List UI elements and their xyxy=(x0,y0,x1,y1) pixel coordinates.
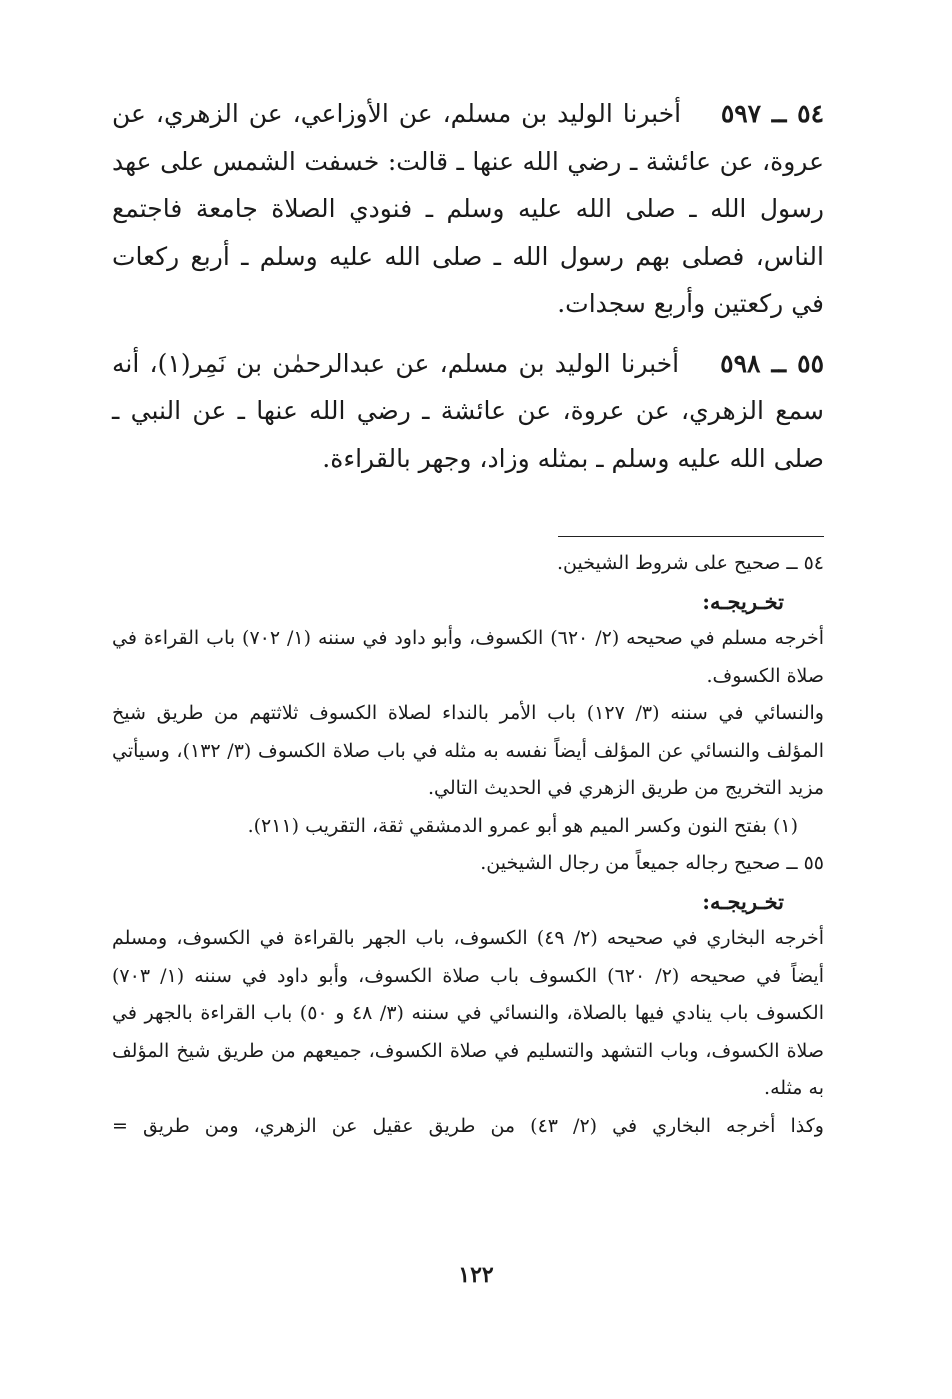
footnotes xyxy=(112,545,824,1145)
hadith-number: ٥٤ ــ ٥٩٧ xyxy=(720,99,825,128)
page-body xyxy=(112,90,824,1145)
note-54-paragraph: والنسائي في سننه (٣/ ١٢٧) باب الأمر بالنداء لصلاة الكسوف ثلاثتهم من طريق شيخ المؤلف والنسائي عن المؤلف أيضاً نفسه به مثله في باب صلاة الكسوف (٣/ ١٣٢)، وسيأتي مزيد التخريج من طريق الزهري في الحديث التالي. xyxy=(112,702,824,799)
note-55-heading: ٥٥ ــ صحيح رجاله جميعاً من رجال الشيخين. xyxy=(480,852,824,874)
note-54-paragraph: أخرجه مسلم في صحيحه (٢/ ٦٢٠) الكسوف، وأبو داود في سننه (١/ ٧٠٢) باب القراءة في صلاة الكسوف. xyxy=(112,627,824,687)
footnote-1: (١) بفتح النون وكسر الميم هو أبو عمرو الدمشقي ثقة، التقريب (٢١١). xyxy=(247,814,798,837)
hadith-text: أخبرنا الوليد بن مسلم، عن الأوزاعي، عن الزهري، عن عروة، عن عائشة ـ رضي الله عنها ـ قالت: خسفت الشمس على عهد رسول الله ـ صلى الله عليه وسلم ـ فنودي الصلاة جامعة فاجتمع الناس، فصلى بهم رسول الله ـ صلى الله عليه وسلم ـ أربع ركعات في ركعتين وأربع سجدات. xyxy=(112,99,824,318)
page-number: ١٢٢ xyxy=(458,1262,494,1288)
note-55-paragraph: أخرجه البخاري في صحيحه (٢/ ٤٩) الكسوف، باب الجهر بالقراءة في الكسوف، ومسلم أيضاً في صحيحه (٢/ ٦٢٠) الكسوف باب صلاة الكسوف، وأبو داود في سننه (١/ ٧٠٣) الكسوف باب ينادي فيها بالصلاة، والنسائي في سننه (٣/ ٤٨ و ٥٠) باب القراءة بالجهر في صلاة الكسوف، وباب التشهد والتسليم في صلاة الكسوف، جميعهم من طريق شيخ المؤلف به مثله. xyxy=(112,927,824,1099)
main-text xyxy=(112,90,824,482)
hadith-number: ٥٥ ــ ٥٩٨ xyxy=(720,348,824,378)
hadith-text: أخبرنا الوليد بن مسلم، عن عبدالرحمٰن بن نَمِر(١)، أنه سمع الزهري، عن عروة، عن عائشة ـ رضي الله عنها ـ عن النبي ـ صلى الله عليه وسلم ـ بمثله وزاد، وجهر بالقراءة. xyxy=(112,348,824,473)
note-55-takhrij-heading: تخـريجـه: xyxy=(702,888,784,914)
hadith-597 xyxy=(112,90,824,328)
note-55-paragraph: وكذا أخرجه البخاري في (٢/ ٤٣) من طريق عقيل عن الزهري، ومن طريق = xyxy=(112,1114,824,1137)
footnote-separator xyxy=(558,536,824,537)
note-54-takhrij-heading: تخـريجـه: xyxy=(702,588,784,614)
note-54-heading: ٥٤ ــ صحيح على شروط الشيخين. xyxy=(556,552,824,574)
hadith-598 xyxy=(112,340,824,483)
